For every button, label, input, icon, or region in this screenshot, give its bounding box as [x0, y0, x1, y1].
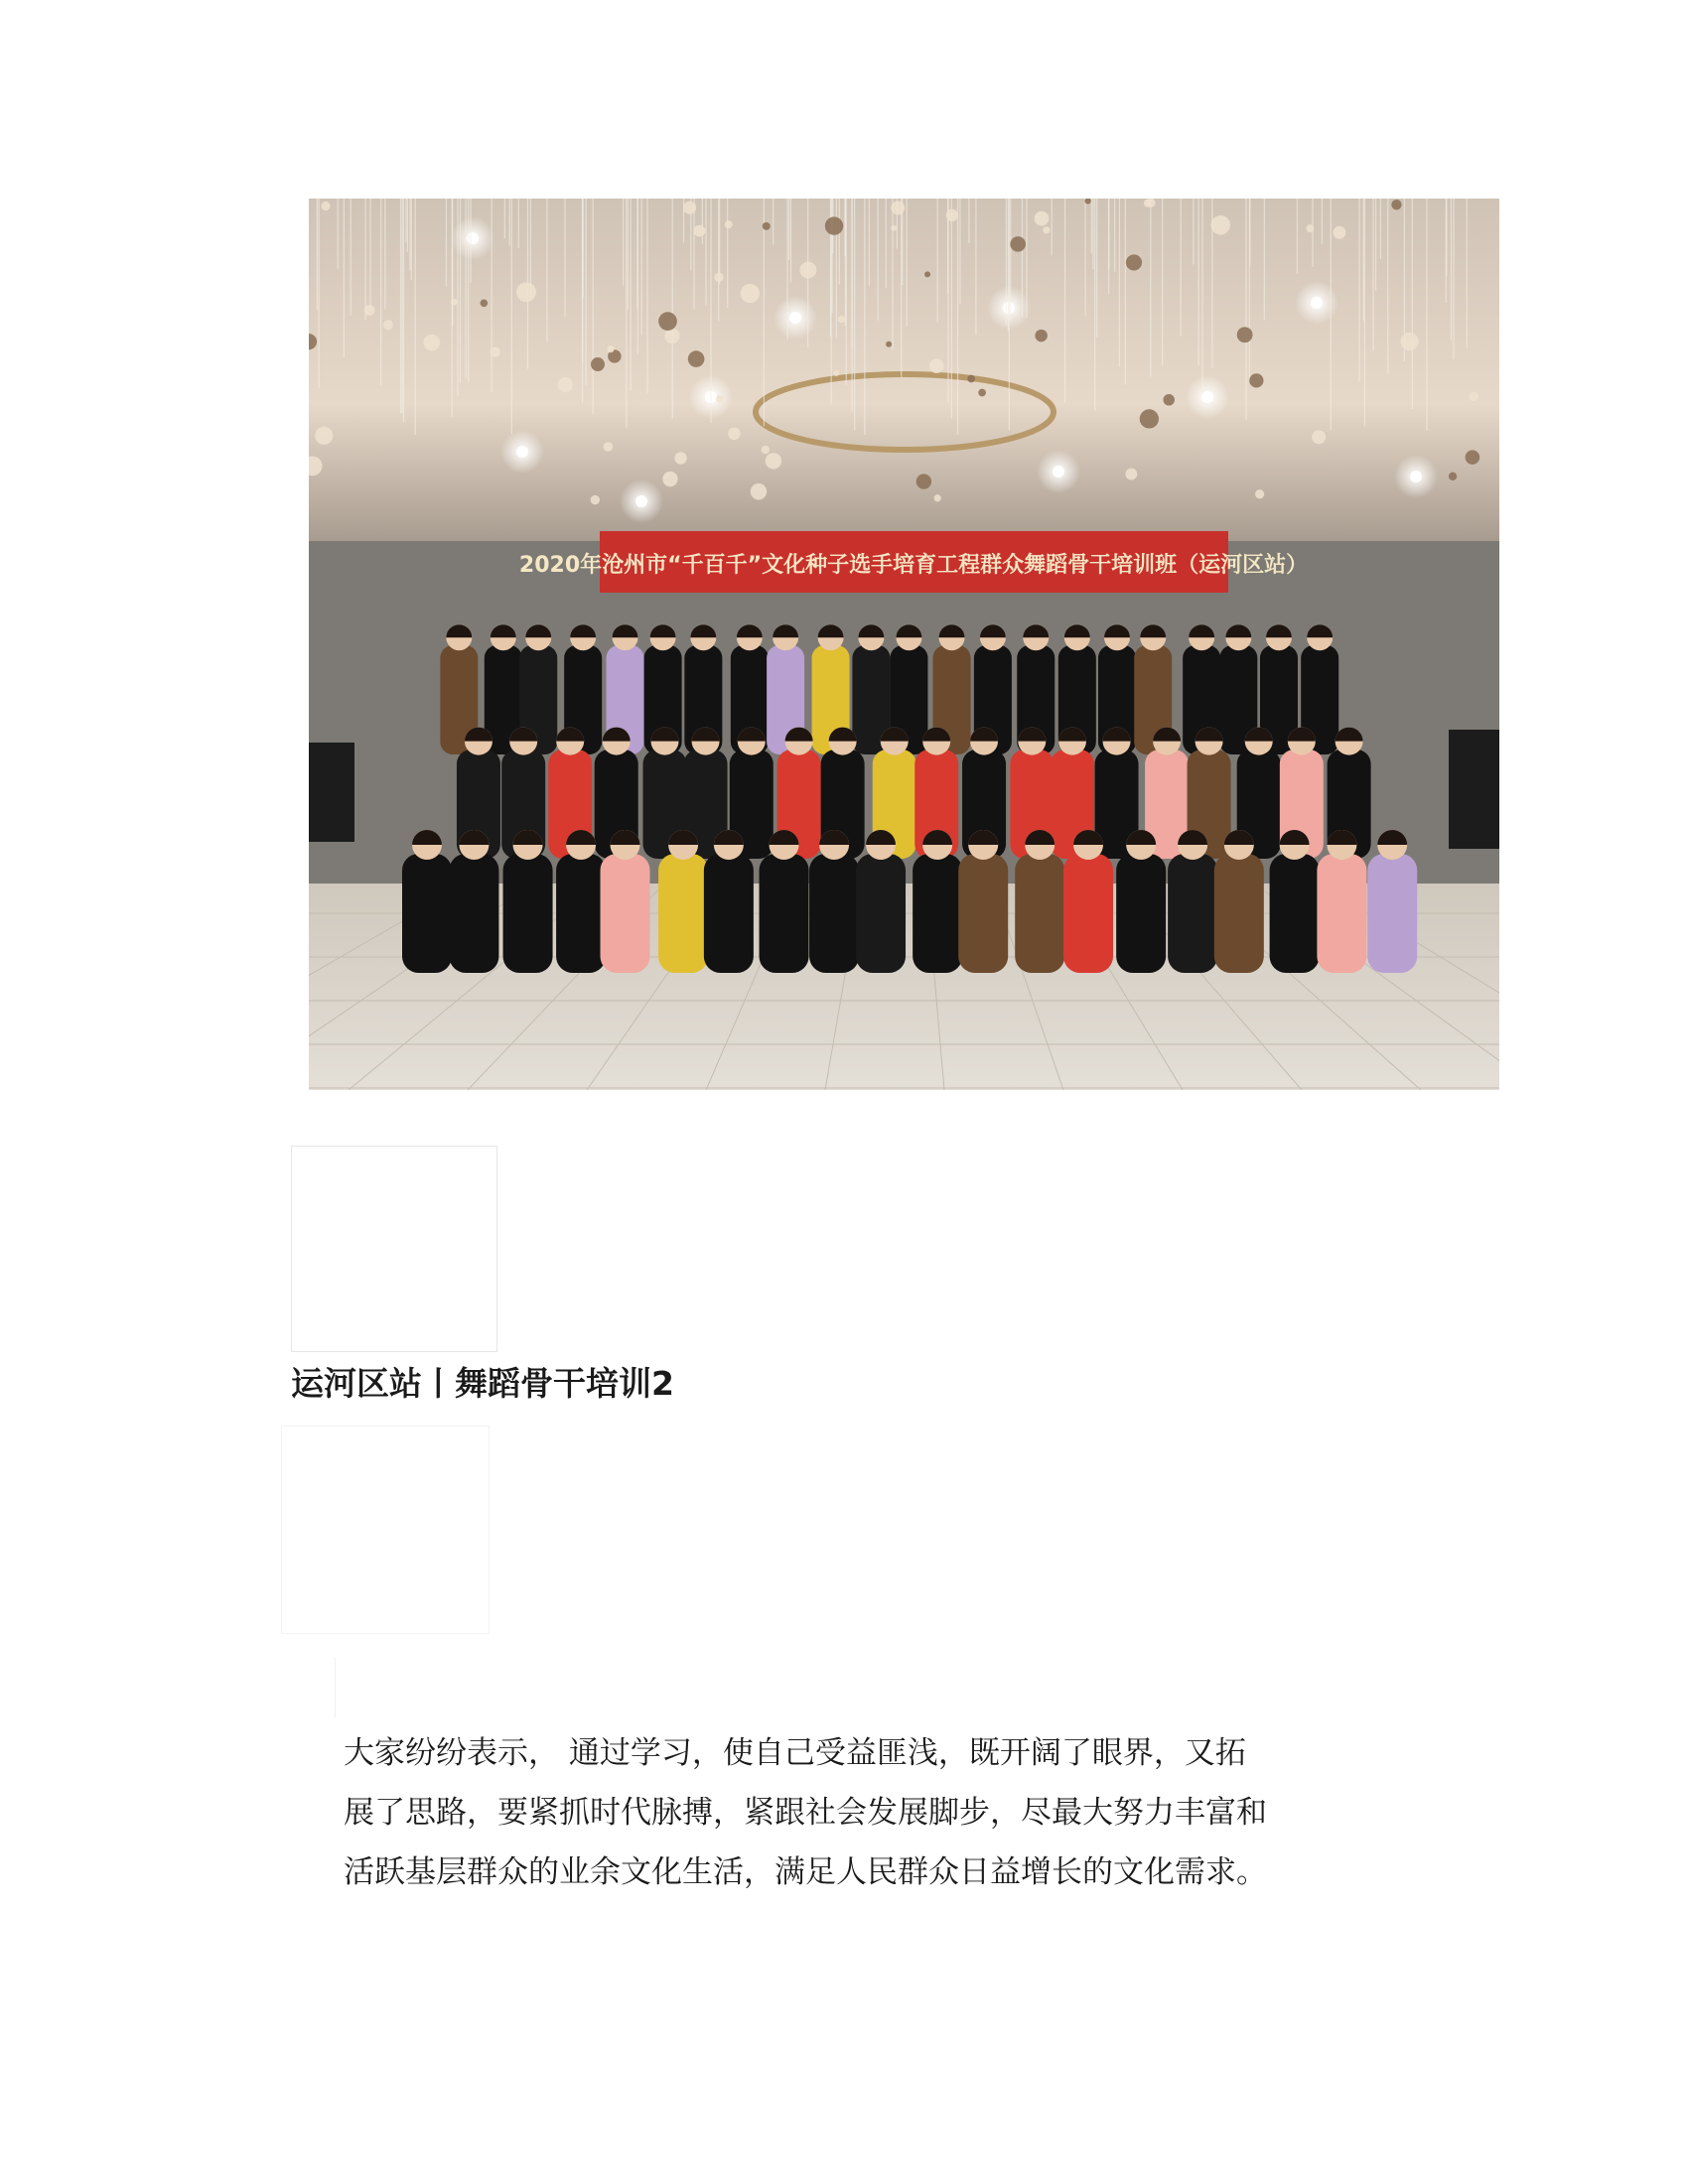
paragraph-line: 展了思路，要紧抓时代脉搏，紧跟社会发展脚步，尽最大努力丰富和 [344, 1795, 1267, 1831]
ornament [1237, 327, 1253, 342]
ornament [591, 495, 600, 504]
ornament [934, 494, 941, 501]
ornament [825, 216, 843, 234]
ornament [766, 453, 781, 469]
group-photo [309, 199, 1499, 1090]
ornament [716, 395, 723, 402]
ornament [423, 335, 440, 351]
ornament [1035, 211, 1050, 226]
person-body [1015, 854, 1064, 973]
ornament [451, 299, 458, 306]
ornament [1210, 215, 1230, 235]
person-body [760, 854, 809, 973]
ornament [967, 375, 975, 383]
person-body [809, 854, 859, 973]
ornament [674, 452, 686, 464]
ornament [383, 320, 393, 330]
person-body [856, 854, 906, 973]
ornament [1010, 236, 1026, 252]
ornament [1125, 469, 1137, 480]
ornament [1140, 409, 1159, 428]
person-body [449, 854, 498, 973]
ornament [978, 389, 986, 397]
light-bulb [635, 495, 647, 507]
person-body [556, 854, 606, 973]
ornament [891, 201, 905, 214]
section-heading: 运河区站丨舞蹈骨干培训2 [291, 1364, 674, 1403]
banner-text: 2020年沧州市“千百千”文化种子选手培育工程群众舞蹈骨干培训班（运河区站） [518, 553, 1309, 578]
ornament [694, 225, 706, 237]
person-body [658, 854, 708, 973]
ornament [1163, 394, 1175, 406]
person-body [1367, 854, 1417, 973]
left-speaker [309, 743, 354, 842]
paragraph-line: 活跃基层群众的业余文化生活，满足人民群众日益增长的文化需求。 [344, 1854, 1267, 1890]
ornament [838, 316, 845, 323]
ornament [1255, 489, 1264, 498]
ornament [607, 345, 614, 352]
light-bulb [1201, 391, 1213, 403]
ornament [315, 427, 333, 445]
light-bulb [516, 446, 528, 458]
light-bulb [1311, 297, 1323, 309]
ornament [924, 271, 930, 277]
person-body [1168, 854, 1217, 973]
image-placeholder [291, 1146, 497, 1352]
ornament [491, 346, 500, 356]
ornament [591, 357, 605, 371]
person-body [1214, 854, 1264, 973]
image-placeholder-2 [281, 1426, 490, 1634]
ornament [929, 358, 944, 373]
ornament [1391, 200, 1401, 209]
ornament [658, 312, 677, 331]
person-body [958, 854, 1008, 973]
ornament [1035, 330, 1047, 341]
person-body [1063, 854, 1113, 973]
ornament [916, 474, 931, 488]
ornament [833, 370, 839, 376]
ornament [1043, 226, 1050, 233]
ornament [725, 220, 733, 228]
ornament [364, 305, 375, 316]
ornament [1312, 430, 1326, 444]
ornament [946, 209, 958, 221]
ornament [741, 284, 760, 303]
ornament [891, 225, 897, 231]
ornament [1334, 226, 1346, 239]
ornament [728, 428, 741, 441]
ornament [662, 472, 677, 486]
person-body [601, 854, 650, 973]
person-body [913, 854, 962, 973]
person-body [503, 854, 553, 973]
vertical-divider [335, 1658, 336, 1717]
person-body [1116, 854, 1166, 973]
ornament [321, 202, 330, 210]
ornament [763, 222, 771, 230]
ornament [1400, 333, 1418, 350]
body-paragraph [344, 1723, 1346, 1902]
ornament [714, 273, 723, 282]
person-body [1317, 854, 1366, 973]
ornament [558, 377, 573, 392]
ornament [1449, 473, 1457, 480]
light-bulb [1053, 466, 1064, 478]
person-body [704, 854, 754, 973]
person-body [1270, 854, 1320, 973]
ornament [886, 341, 892, 347]
ornament [762, 446, 770, 454]
ornament [516, 282, 536, 302]
group-photo-illustration [309, 199, 1499, 1090]
ornament [604, 442, 614, 452]
light-bulb [1410, 471, 1422, 482]
ornament [1249, 373, 1263, 387]
person-body [402, 854, 452, 973]
ornament [481, 300, 489, 308]
ornament [664, 329, 679, 343]
ornament [683, 202, 696, 214]
ornament [1466, 450, 1480, 465]
ornament [1469, 392, 1477, 401]
ornament [1126, 254, 1142, 270]
ornament [751, 483, 768, 500]
ornament [799, 261, 816, 278]
ornament [1144, 200, 1152, 207]
ornament [1306, 224, 1314, 232]
ornament [688, 350, 705, 367]
light-bulb [789, 312, 801, 324]
right-speaker [1449, 730, 1499, 849]
paragraph-line: 大家纷纷表示， 通过学习，使自己受益匪浅，既开阔了眼界，又拓 [344, 1735, 1246, 1771]
